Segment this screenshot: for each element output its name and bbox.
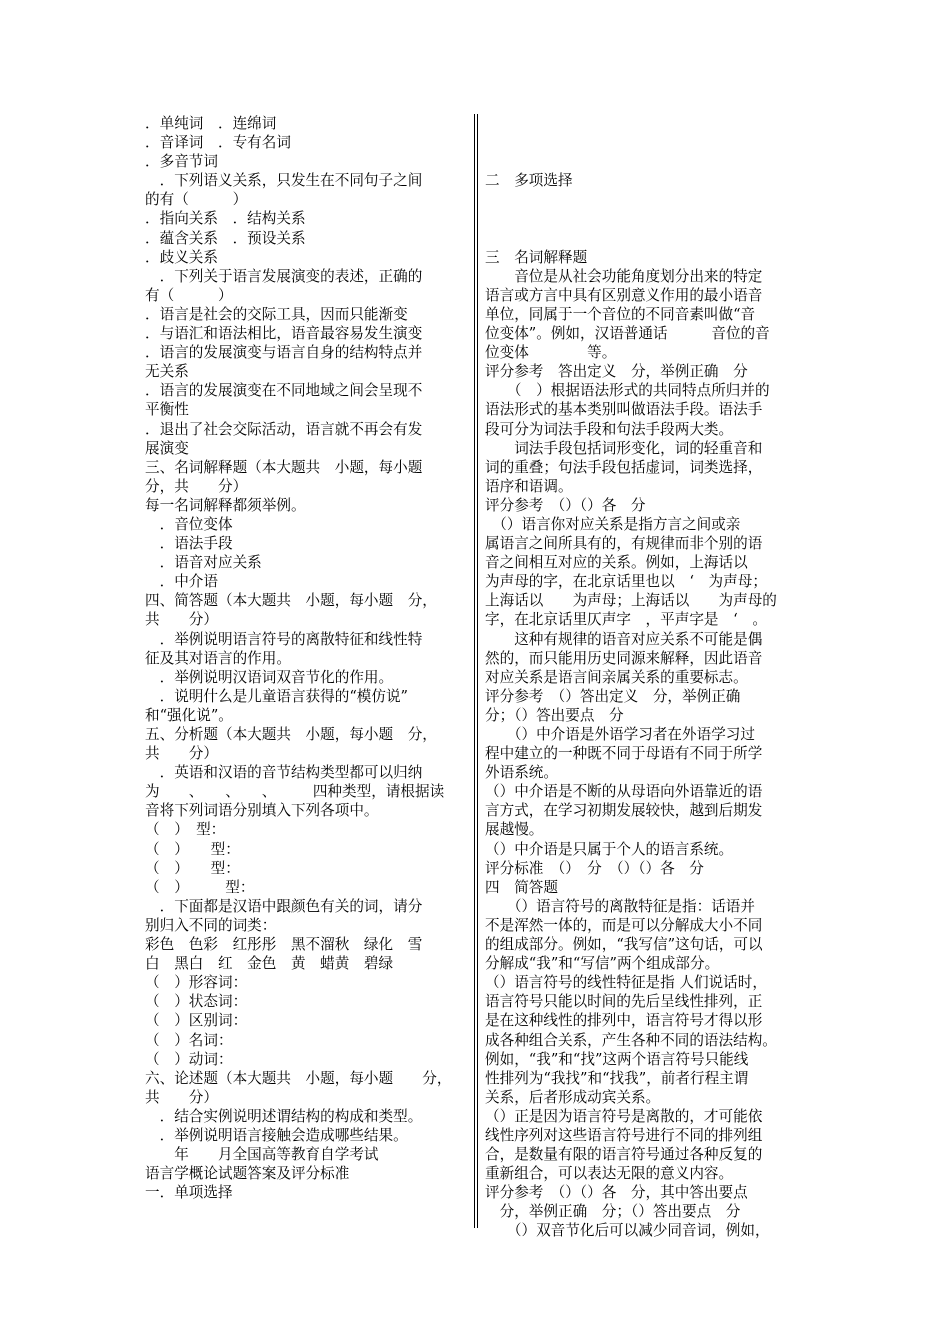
text-line: 共 分） <box>145 1088 218 1106</box>
text-line: 对应关系是语言间亲属关系的重要标志。 <box>485 668 748 686</box>
right-column <box>485 114 811 1241</box>
text-line: 平衡性 <box>145 401 189 419</box>
text-line: 音位是从社会功能角度划分出来的特定 <box>485 267 763 285</box>
text-line: （）正是因为语言符号是离散的，才可能依 <box>485 1107 763 1125</box>
text-line: ．多音节词 <box>145 153 218 171</box>
text-line: 四 简答题 <box>485 878 558 896</box>
column-divider <box>474 114 478 1228</box>
text-line: 共 分） <box>145 611 218 629</box>
text-line: 上海话以 为声母；上海话以 为声母的 <box>485 592 777 610</box>
text-line: 年 月全国高等教育自学考试 <box>145 1146 379 1164</box>
text-line: ．中介语 <box>145 573 218 591</box>
text-line: 为 、 、 、 四种类型，请根据读 <box>145 783 445 801</box>
text-line: （）中介语是外语学习者在外语学习过 <box>485 726 755 743</box>
text-line <box>485 152 811 171</box>
text-line: 语言符号只能以时间的先后呈线性排列，正 <box>485 993 763 1011</box>
text-line: 三 名词解释题 <box>485 248 588 266</box>
text-line: ．蕴含关系 ．预设关系 <box>145 229 306 247</box>
text-line: 四、简答题（本大题共 小题，每小题 分， <box>145 592 437 610</box>
text-line: 二 多项选择 <box>485 172 573 190</box>
text-line: ．下面都是汉语中跟颜色有关的词，请分 <box>145 897 423 915</box>
text-line: 三、名词解释题（本大题共 小题，每小题 <box>145 458 423 476</box>
text-line: ．语言的发展演变与语言自身的结构特点并 <box>145 344 423 362</box>
text-line: 音将下列词语分别填入下列各项中。 <box>145 802 379 820</box>
text-line: ．语音对应关系 <box>145 554 262 572</box>
text-line: ．举例说明语言符号的离散特征和线性特 <box>145 630 423 648</box>
text-line: 一．单项选择 <box>145 1184 233 1202</box>
text-line: ．语言的发展演变在不同地域之间会呈现不 <box>145 382 423 400</box>
text-line: ．说明什么是儿童语言获得的“模仿说” <box>145 687 409 705</box>
text-line: ．指向关系 ．结构关系 <box>145 210 306 228</box>
text-line: ．音位变体 <box>145 515 233 533</box>
text-line: ．语法手段 <box>145 535 233 553</box>
text-line: 的有（ ） <box>145 191 248 209</box>
text-line: （ ）区别词： <box>145 1012 248 1030</box>
text-line: 是在这种线性的排列中，语言符号才得以形 <box>485 1012 763 1030</box>
text-line: （ ） 型： <box>145 878 255 896</box>
text-line: ．举例说明汉语词双音节化的作用。 <box>145 668 394 686</box>
text-line: 评分参考 答出定义 分，举例正确 分 <box>485 363 748 381</box>
text-line: 每一名词解释都须举例。 <box>145 496 306 514</box>
text-line: 语言或方言中具有区别意义作用的最小语音 <box>485 286 763 304</box>
text-line: 不是浑然一体的，而是可以分解成大小不同 <box>485 916 763 934</box>
text-line: 评分标准 （） 分 （）（）各 分 <box>485 859 704 877</box>
text-line: 五、分析题（本大题共 小题，每小题 分， <box>145 726 437 743</box>
text-line: （ ） 型： <box>145 859 240 877</box>
text-line: 言方式，在学习初期发展较快，越到后期发 <box>485 802 763 820</box>
text-line: 为声母的字，在北京话里也以 ‘ 为声母； <box>485 573 767 591</box>
text-line: 词法手段包括词形变化，词的轻重音和 <box>485 439 763 457</box>
text-line: 合，是数量有限的语言符号通过各种反复的 <box>485 1146 763 1164</box>
text-line: 位变体”。例如，汉语普通话 音位的音 <box>485 325 770 343</box>
text-line: 属语言之间所具有的，有规律而非个别的语 <box>485 535 763 553</box>
text-line: 外语系统。 <box>485 764 558 782</box>
text-line: 共 分） <box>145 745 218 763</box>
left-column <box>145 114 471 1202</box>
text-line: 线性序列对这些语言符号进行不同的排列组 <box>485 1126 763 1144</box>
text-line: （ ） 型： <box>145 840 240 858</box>
text-line: 单位，同属于一个音位的不同音素叫做“音 <box>485 305 756 323</box>
text-line: 这种有规律的语音对应关系不可能是偶 <box>485 630 763 648</box>
text-line: 分，共 分） <box>145 477 248 495</box>
text-line: ．与语汇和语法相比，语音最容易发生演变 <box>145 325 423 343</box>
text-line: 无关系 <box>145 363 189 381</box>
text-line: ．举例说明语言接触会造成哪些结果。 <box>145 1126 408 1144</box>
text-line <box>485 229 811 248</box>
text-line <box>485 133 811 152</box>
text-line <box>485 114 811 133</box>
text-line: 展越慢。 <box>485 821 544 839</box>
text-line: 有（ ） <box>145 286 233 304</box>
text-line: 段可分为词法手段和句法手段两大类。 <box>485 420 734 438</box>
text-line: （ ）形容词： <box>145 974 248 992</box>
text-line: ．歧义关系 <box>145 248 218 266</box>
text-line: 语法形式的基本类别叫做语法手段。语法手 <box>485 401 763 419</box>
text-line: 别归入不同的词类： <box>145 916 277 934</box>
text-line: 和“强化说”。 <box>145 706 233 724</box>
text-line <box>485 209 811 228</box>
text-line: 然的，而只能用历史同源来解释，因此语音 <box>485 649 763 667</box>
text-line: 评分参考 （）（）各 分 <box>485 496 646 514</box>
text-line: 字，在北京话里仄声字 ，平声字是 ‘ 。 <box>485 611 767 629</box>
text-line: ．结合实例说明述谓结构的构成和类型。 <box>145 1107 423 1125</box>
text-line: 征及其对语言的作用。 <box>145 649 291 667</box>
text-line: ．语言是社会的交际工具，因而只能渐变 <box>145 305 408 323</box>
text-line: ．退出了社会交际活动，语言就不再会有发 <box>145 420 423 438</box>
text-line: 词的重叠；句法手段包括虚词，词类选择， <box>485 458 763 476</box>
text-line: ．英语和汉语的音节结构类型都可以归纳 <box>145 764 423 782</box>
text-line: ．单纯词 ．连绵词 <box>145 115 277 132</box>
text-line: 例如，“我”和“找”这两个语言符号只能线 <box>485 1050 749 1068</box>
text-line: （ ）状态词： <box>145 993 248 1011</box>
text-line: 关系，后者形成动宾关系。 <box>485 1088 661 1106</box>
text-line: （ ）名词： <box>145 1031 233 1049</box>
text-line: （ ）根据语法形式的共同特点所归并的 <box>485 382 770 400</box>
text-line: 分解成“我”和“写信”两个组成部分。 <box>485 955 720 973</box>
text-line: （）中介语是只属于个人的语言系统。 <box>485 840 734 858</box>
text-line: 位变体 等。 <box>485 344 617 362</box>
text-line: 语言学概论试题答案及评分标准 <box>145 1165 350 1183</box>
text-line: ．音译词 ．专有名词 <box>145 134 291 152</box>
text-line: 评分参考 （）答出定义 分，举例正确 <box>485 687 741 705</box>
text-line: （）语言符号的离散特征是指：话语并 <box>485 897 755 915</box>
text-line: （）语言符号的线性特征是指 人们说话时， <box>485 974 767 992</box>
text-line: 展演变 <box>145 439 189 457</box>
text-line: 白 黑白 红 金色 黄 蜡黄 碧绿 <box>145 955 394 973</box>
text-line: （ ） 型： <box>145 821 226 839</box>
text-line: 程中建立的一种既不同于母语有不同于所学 <box>485 745 763 763</box>
text-line: 六、论述题（本大题共 小题，每小题 分， <box>145 1069 452 1087</box>
text-line <box>485 190 811 209</box>
text-line: （）双音节化后可以减少同音词，例如， <box>485 1222 770 1240</box>
text-line: （ ）动词： <box>145 1050 233 1068</box>
text-line: （）语言你对应关系是指方言之间或亲 <box>485 515 741 533</box>
text-line: 评分参考 （）（）各 分，其中答出要点 <box>485 1184 748 1202</box>
text-line: 分；（）答出要点 分 <box>485 706 624 724</box>
text-line: 重新组合，可以表达无限的意义内容。 <box>485 1165 734 1183</box>
text-line: 彩色 色彩 红彤彤 黑不溜秋 绿化 雪 <box>145 936 423 954</box>
text-line: 成各种组合关系，产生各种不同的语法结构。 <box>485 1031 777 1049</box>
text-line: （）中介语是不断的从母语向外语靠近的语 <box>485 783 763 801</box>
text-line: 的组成部分。例如，“我写信”这句话，可以 <box>485 936 763 954</box>
text-line: 语序和语调。 <box>485 477 573 495</box>
text-line: 性排列为“我找”和“找我”，前者行程主谓 <box>485 1069 749 1087</box>
text-line: ．下列语义关系，只发生在不同句子之间 <box>145 172 423 190</box>
text-line: 分，举例正确 分；（）答出要点 分 <box>485 1203 741 1221</box>
text-line: 音之间相互对应的关系。例如，上海话以 <box>485 554 748 572</box>
text-line: ．下列关于语言发展演变的表述，正确的 <box>145 267 423 285</box>
